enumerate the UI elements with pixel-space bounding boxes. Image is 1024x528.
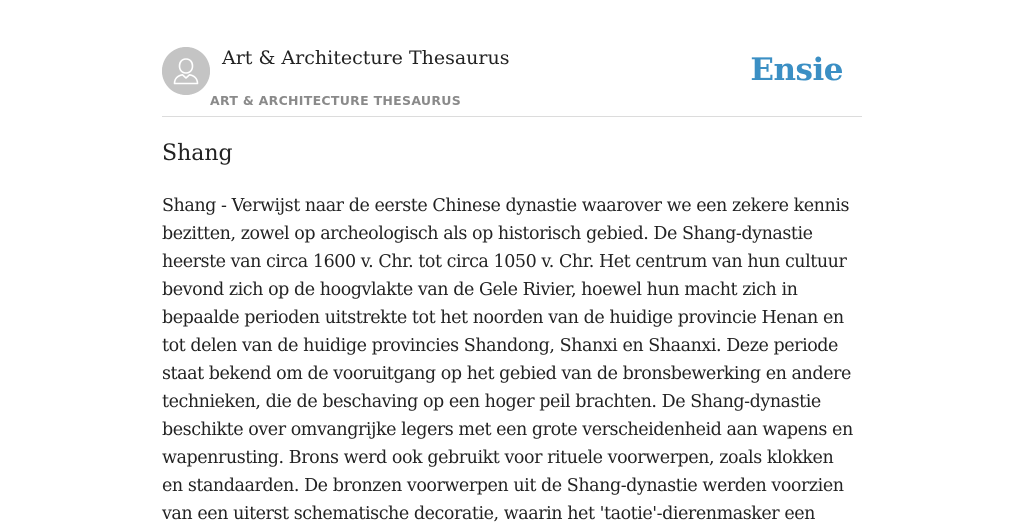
body-line: technieken, die de beschaving op een hoger peil brachten. De Shang-dynastie: [162, 392, 821, 412]
body-line: staat bekend om de vooruitgang op het gebied van de bronsbewerking en andere: [162, 364, 851, 384]
entry-body: [162, 192, 862, 528]
body-line: van een uiterst schematische decoratie, waarin het 'taotie'-dierenmasker een: [162, 504, 815, 524]
body-line: tot delen van de huidige provincies Shandong, Shanxi en Shaanxi. Deze periode: [162, 336, 838, 356]
source-label[interactable]: ART & ARCHITECTURE THESAURUS: [210, 93, 462, 108]
author-name[interactable]: Art & Architecture Thesaurus: [222, 47, 510, 69]
avatar[interactable]: [162, 47, 210, 95]
entry-header: [162, 46, 862, 117]
ensie-logo[interactable]: Ensie: [750, 52, 843, 88]
user-silhouette-icon: [162, 47, 210, 95]
body-line: bepaalde perioden uitstrekte tot het noorden van de huidige provincie Henan en: [162, 308, 844, 328]
body-line: beschikte over omvangrijke legers met een grote verscheidenheid aan wapens en: [162, 420, 853, 440]
body-line: en standaarden. De bronzen voorwerpen uit de Shang-dynastie werden voorzien: [162, 476, 844, 496]
body-line: bevond zich op de hoogvlakte van de Gele Rivier, hoewel hun macht zich in: [162, 280, 798, 300]
body-line: wapenrusting. Brons werd ook gebruikt voor rituele voorwerpen, zoals klokken: [162, 448, 834, 468]
body-line: bezitten, zowel op archeologisch als op historisch gebied. De Shang-dynastie: [162, 224, 813, 244]
body-line: Shang - Verwijst naar de eerste Chinese dynastie waarover we een zekere kennis: [162, 196, 850, 216]
entry-title: Shang: [162, 141, 233, 166]
body-line: heerste van circa 1600 v. Chr. tot circa 1050 v. Chr. Het centrum van hun cultuur: [162, 252, 847, 272]
